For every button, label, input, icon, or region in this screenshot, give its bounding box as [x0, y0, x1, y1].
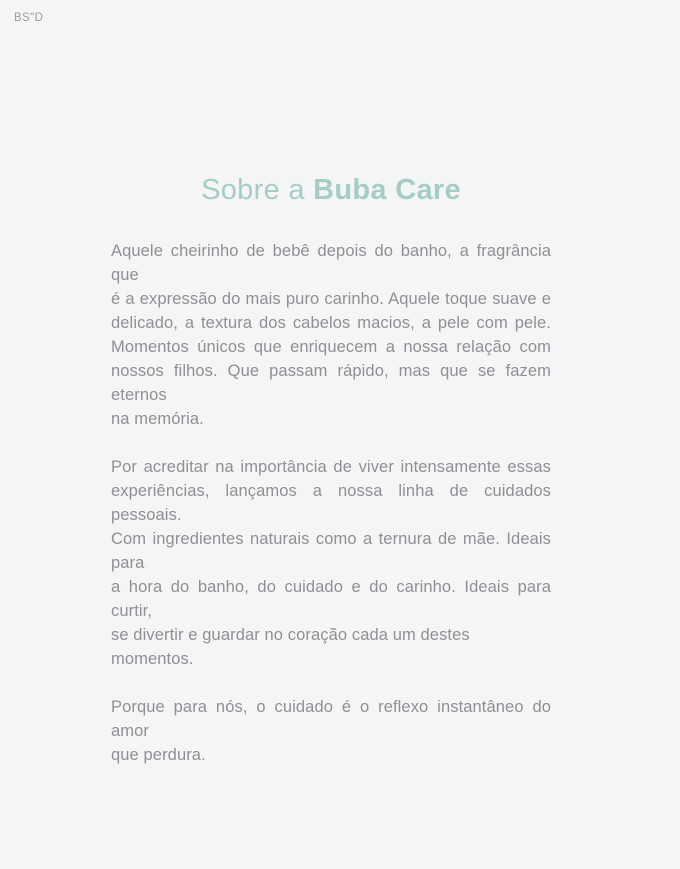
- paragraph-3-line-1: Porque para nós, o cuidado é o reflexo instantâneo do amor: [111, 698, 551, 740]
- paragraph-1-line-2: é a expressão do mais puro carinho. Aquele toque suave e: [111, 290, 551, 308]
- paragraph-1-line-6: na memória.: [111, 410, 204, 428]
- paragraph-1-line-4: Momentos únicos que enriquecem a nossa relação com: [111, 338, 551, 356]
- content-column: [111, 0, 551, 767]
- paragraph-3-line-2: que perdura.: [111, 746, 206, 764]
- paragraph-3: [111, 695, 551, 767]
- paragraph-2-line-3: Com ingredientes naturais como a ternura de mãe. Ideais para: [111, 530, 551, 572]
- paragraph-2: [111, 455, 551, 671]
- page-title-regular: Sobre a: [201, 174, 314, 206]
- page-title-bold: Buba Care: [313, 174, 461, 206]
- paragraph-2-line-4: a hora do banho, do cuidado e do carinho. Ideais para curtir,: [111, 578, 551, 620]
- page-title: [111, 171, 551, 209]
- body-text: [111, 239, 551, 767]
- paragraph-2-line-2: experiências, lançamos a nossa linha de cuidados pessoais.: [111, 482, 551, 524]
- paragraph-2-line-1: Por acreditar na importância de viver intensamente essas: [111, 458, 551, 476]
- paragraph-1: [111, 239, 551, 431]
- paragraph-1-line-1: Aquele cheirinho de bebê depois do banho, a fragrância que: [111, 242, 551, 284]
- bsd-label: BS"D: [14, 12, 44, 24]
- paragraph-1-line-3: delicado, a textura dos cabelos macios, a pele com pele.: [111, 314, 551, 332]
- paragraph-2-line-5: se divertir e guardar no coração cada um destes momentos.: [111, 626, 470, 668]
- paragraph-1-line-5: nossos filhos. Que passam rápido, mas que se fazem eternos: [111, 362, 551, 404]
